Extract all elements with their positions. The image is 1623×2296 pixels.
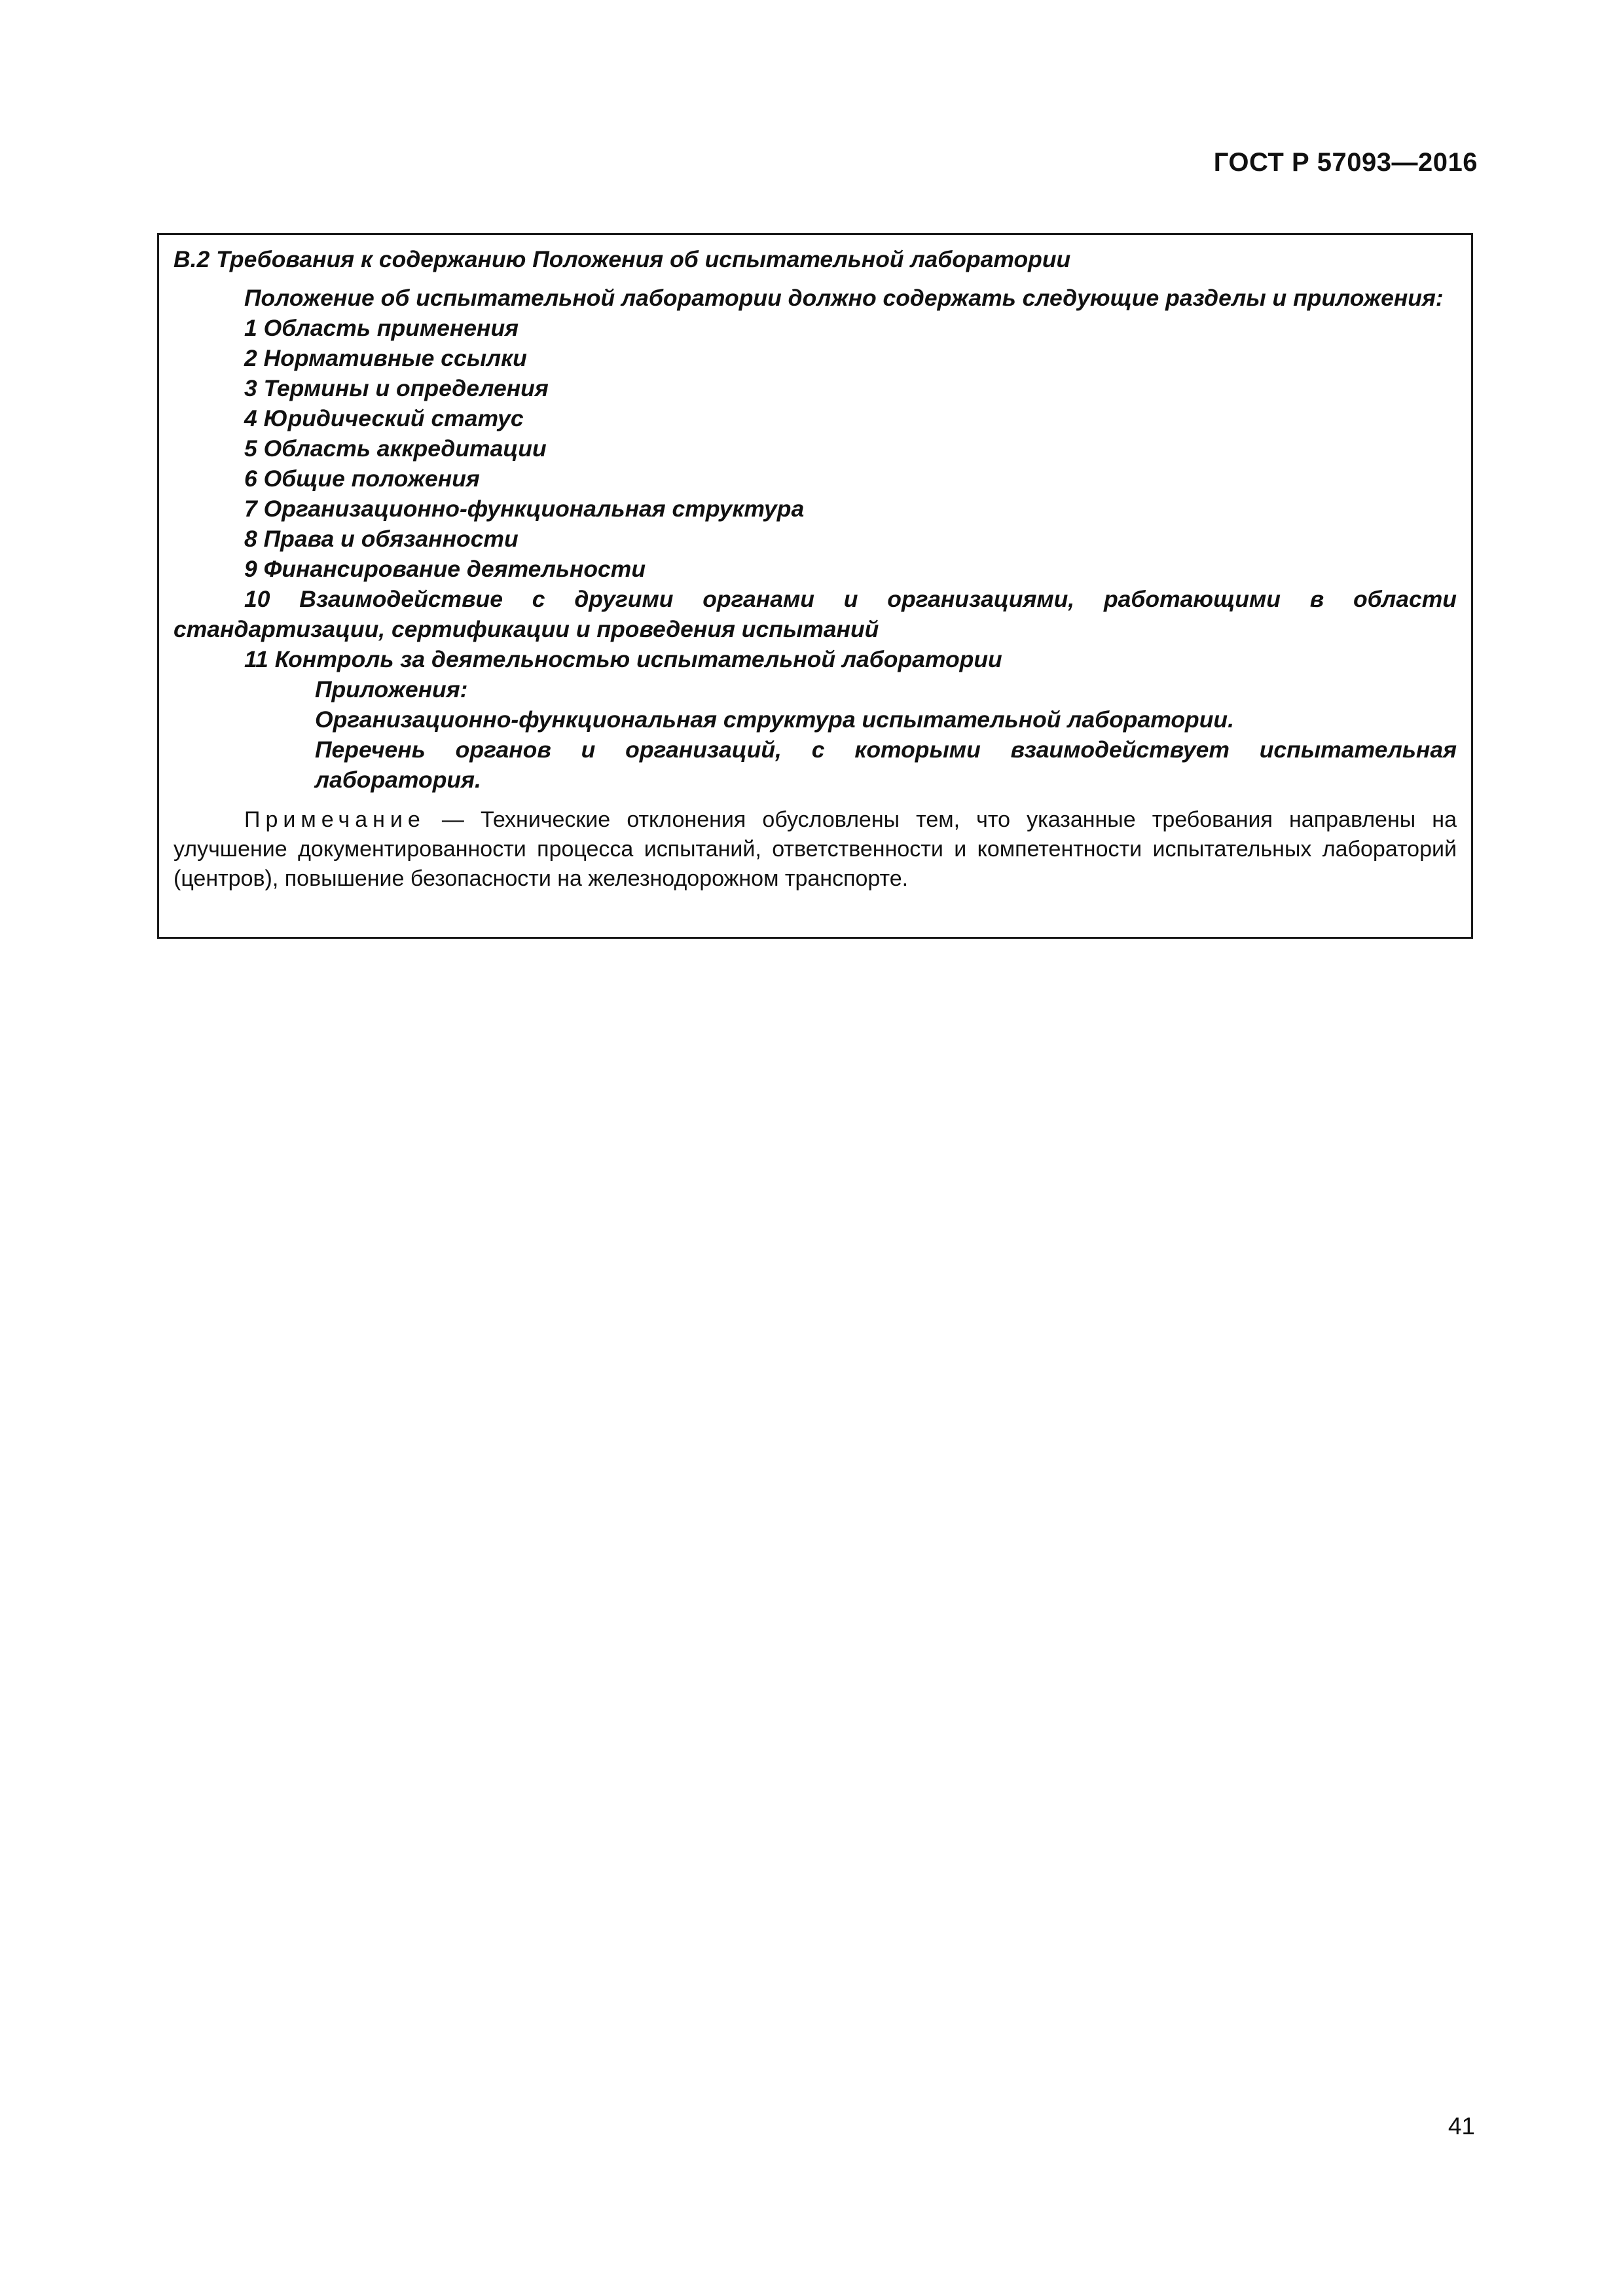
list-item: 2 Нормативные ссылки (244, 345, 527, 371)
requirements-block (173, 244, 1457, 795)
list-item: 3 Термины и определения (244, 375, 549, 401)
page-number: 41 (1448, 2113, 1475, 2140)
list-item: 8 Права и обязанности (244, 526, 519, 552)
note-paragraph (173, 805, 1457, 894)
list-item: 1 Область применения (244, 315, 519, 341)
section-heading: В.2 Требования к содержанию Положения об испытательной лаборатории (173, 246, 1071, 272)
note-text: Технические отклонения обусловлены тем, что указанные требования направлены на улучшение документированности процесса испытаний, ответственности и компетентности испытательных лабораторий (центров), повышение безопасности на железнодорожном транспорте. (173, 807, 1457, 891)
list-item: 11 Контроль за деятельностью испытательной лаборатории (244, 646, 1002, 672)
appendix-item: Организационно-функциональная структура испытательной лаборатории. (315, 706, 1234, 733)
note-dash: — (441, 807, 464, 832)
document-number: ГОСТ Р 57093—2016 (1213, 148, 1478, 177)
list-item: 5 Область аккредитации (244, 435, 547, 462)
list-item: 6 Общие положения (244, 465, 480, 492)
requirements-frame (157, 233, 1473, 939)
appendix-label: Приложения: (315, 676, 468, 702)
section-intro: Положение об испытательной лаборатории должно содержать следующие разделы и приложения: (244, 285, 1444, 311)
list-item: 4 Юридический статус (244, 405, 524, 431)
list-item: 7 Организационно-функциональная структура (244, 496, 805, 522)
list-item: 9 Финансирование деятельности (244, 556, 646, 582)
appendix-item: Перечень органов и организаций, с которыми взаимодействует испытательная лаборатория. (315, 737, 1457, 793)
list-item: 10 Взаимодействие с другими органами и организациями, работающими в области стандартизации, сертификации и проведения испытаний (173, 586, 1457, 642)
note-label: Примечание (244, 807, 426, 832)
